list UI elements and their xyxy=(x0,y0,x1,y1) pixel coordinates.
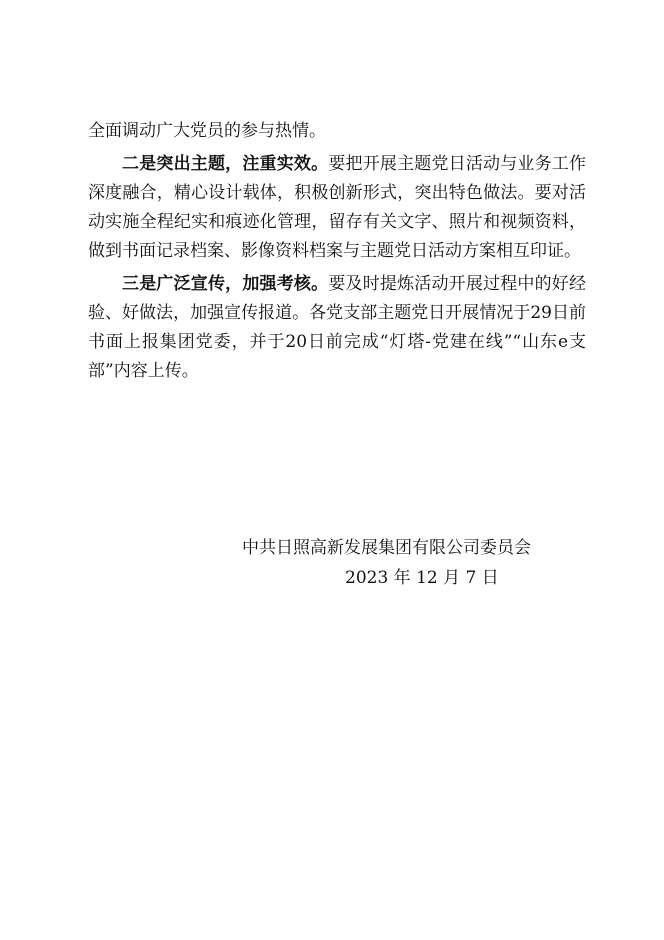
signature-organization: 中共日照高新发展集团有限公司委员会 xyxy=(242,538,531,558)
paragraph-lead: 二是突出主题，注重实效。 xyxy=(122,154,329,174)
paragraph-text: 要及时提炼活动开展过程中的好经验、好做法，加强宣传报道。各党支部主题党日开展情况于29日前书面上报集团党委，并于20日前完成“灯塔-党建在线”“山东e支部”内容上传。 xyxy=(88,274,587,381)
paragraph-point-three xyxy=(88,270,586,386)
paragraph-continuation xyxy=(88,117,586,146)
paragraph-lead: 三是广泛宣传，加强考核。 xyxy=(122,274,329,294)
document-body xyxy=(88,117,586,390)
paragraph-point-two xyxy=(88,150,586,266)
signature-block xyxy=(242,533,562,593)
paragraph-text: 全面调动广大党员的参与热情。 xyxy=(88,121,326,141)
paragraph-text: 要把开展主题党日活动与业务工作深度融合，精心设计载体，积极创新形式，突出特色做法。要对活动实施全程纪实和痕迹化管理，留存有关文字、照片和视频资料，做到书面记录档案、影像资料档案与主题党日活动方案相互印证。 xyxy=(88,154,587,261)
signature-date: 2023 年 12 月 7 日 xyxy=(345,568,499,588)
